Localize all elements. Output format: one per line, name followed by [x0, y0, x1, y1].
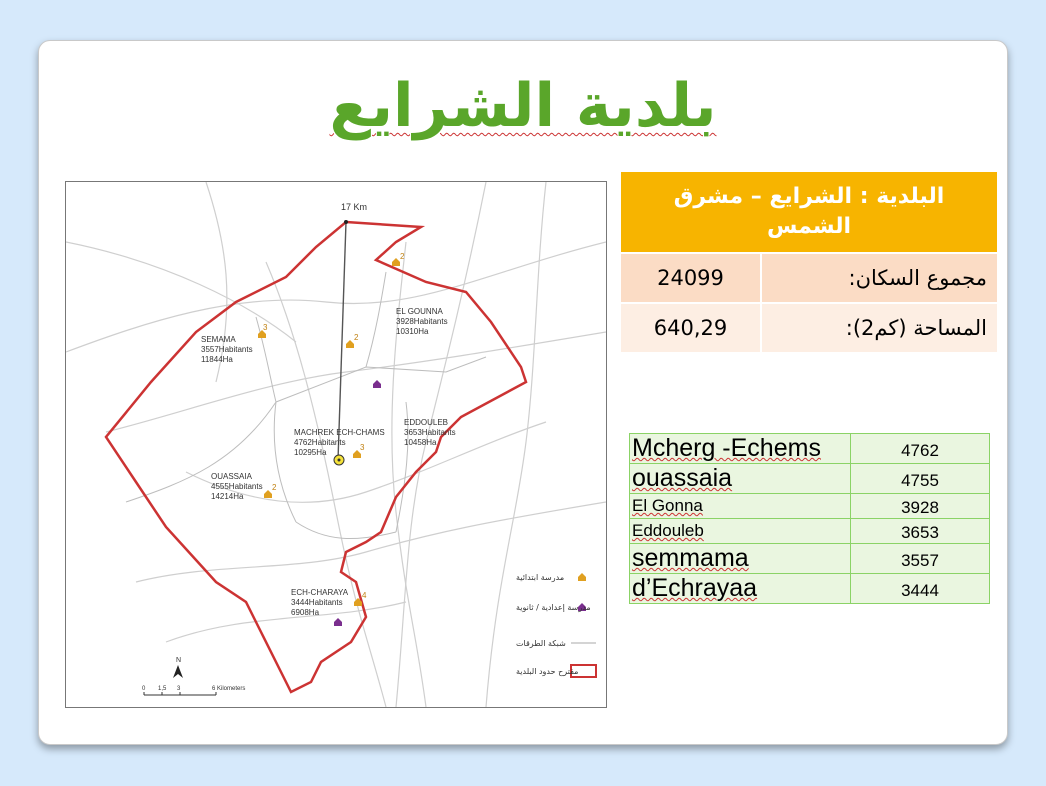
villages-population-table — [629, 433, 990, 604]
svg-text:1,5: 1,5 — [158, 686, 167, 692]
svg-text:مدرسة إعدادية / ثانوية: مدرسة إعدادية / ثانوية — [516, 603, 591, 612]
commune-boundary — [106, 222, 526, 692]
distance-label: 17 Km — [341, 202, 368, 212]
village-name: semmama — [630, 544, 851, 574]
population-label: مجموع السكان: — [761, 253, 997, 303]
svg-text:MACHREK ECH-CHAMS: MACHREK ECH-CHAMS — [294, 428, 385, 437]
svg-text:10458Ha: 10458Ha — [404, 438, 437, 447]
table-row — [630, 464, 990, 494]
svg-text:11844Ha: 11844Ha — [201, 355, 233, 364]
north-arrow-icon — [173, 657, 183, 678]
village-population: 3444 — [851, 574, 990, 604]
village-name: Eddouleb — [630, 519, 851, 544]
svg-text:EDDOULEB: EDDOULEB — [404, 418, 449, 427]
svg-text:10310Ha: 10310Ha — [396, 327, 429, 336]
svg-text:6 Kilometers: 6 Kilometers — [212, 686, 246, 692]
svg-text:14214Ha: 14214Ha — [211, 492, 244, 501]
svg-text:3: 3 — [360, 443, 365, 452]
area-label: المساحة (كم2): — [761, 303, 997, 352]
table-row — [630, 434, 990, 464]
area-value: 640,29 — [621, 303, 761, 352]
table-row — [630, 574, 990, 604]
svg-text:شبكة الطرقات: شبكة الطرقات — [516, 639, 566, 648]
village-name: El Gonna — [630, 494, 851, 519]
svg-text:10295Ha: 10295Ha — [294, 448, 327, 457]
region-semama — [201, 335, 253, 364]
svg-text:3444Habitants: 3444Habitants — [291, 598, 343, 607]
commune-info-table — [621, 172, 997, 352]
table-row — [630, 494, 990, 519]
municipality-map — [65, 181, 607, 708]
info-row-area — [621, 303, 997, 352]
village-name: d’Echrayaa — [630, 574, 851, 604]
region-eddouleb — [404, 418, 456, 447]
svg-text:2: 2 — [400, 252, 405, 261]
primary-school-icon — [346, 333, 359, 348]
svg-text:2: 2 — [272, 483, 277, 492]
svg-text:4762Habitants: 4762Habitants — [294, 438, 346, 447]
distance-line — [338, 222, 346, 460]
map-legend — [516, 573, 596, 677]
secondary-school-icon — [334, 618, 342, 626]
svg-text:SEMAMA: SEMAMA — [201, 335, 236, 344]
primary-school-icon — [353, 443, 365, 458]
region-el-gounna — [396, 307, 448, 336]
svg-text:3653Habitants: 3653Habitants — [404, 428, 456, 437]
primary-school-icon — [264, 483, 277, 498]
slide — [38, 40, 1008, 745]
region-machrek-ech-chams — [294, 428, 385, 457]
svg-text:3928Habitants: 3928Habitants — [396, 317, 448, 326]
distance-line-top — [344, 220, 348, 224]
svg-text:3557Habitants: 3557Habitants — [201, 345, 253, 354]
svg-text:ECH-CHARAYA: ECH-CHARAYA — [291, 588, 349, 597]
svg-text:N: N — [176, 657, 182, 664]
village-population: 3928 — [851, 494, 990, 519]
svg-text:EL GOUNNA: EL GOUNNA — [396, 307, 443, 316]
info-header: البلدية : الشرايع – مشرق الشمس — [621, 172, 997, 253]
svg-text:2: 2 — [354, 333, 359, 342]
svg-text:مدرسة ابتدائية: مدرسة ابتدائية — [516, 573, 565, 582]
village-population: 3557 — [851, 544, 990, 574]
legend-primary-school-icon — [578, 573, 586, 581]
svg-text:4: 4 — [362, 591, 367, 600]
svg-text:0: 0 — [142, 686, 146, 692]
village-population: 4762 — [851, 434, 990, 464]
svg-text:3: 3 — [263, 323, 268, 332]
info-row-population — [621, 253, 997, 303]
scale-bar — [142, 686, 245, 695]
village-population: 3653 — [851, 519, 990, 544]
svg-text:3: 3 — [177, 686, 181, 692]
svg-text:6908Ha: 6908Ha — [291, 608, 320, 617]
population-value: 24099 — [621, 253, 761, 303]
svg-text:مقترح حدود البلدية: مقترح حدود البلدية — [516, 667, 579, 676]
table-row — [630, 544, 990, 574]
svg-text:OUASSAIA: OUASSAIA — [211, 472, 252, 481]
village-population: 4755 — [851, 464, 990, 494]
village-name: Mcherg -Echems — [630, 434, 851, 464]
slide-title: بلدية الشرايع — [329, 71, 717, 141]
village-name: ouassaia — [630, 464, 851, 494]
secondary-school-icon — [373, 380, 381, 388]
table-row — [630, 519, 990, 544]
svg-text:4555Habitants: 4555Habitants — [211, 482, 263, 491]
